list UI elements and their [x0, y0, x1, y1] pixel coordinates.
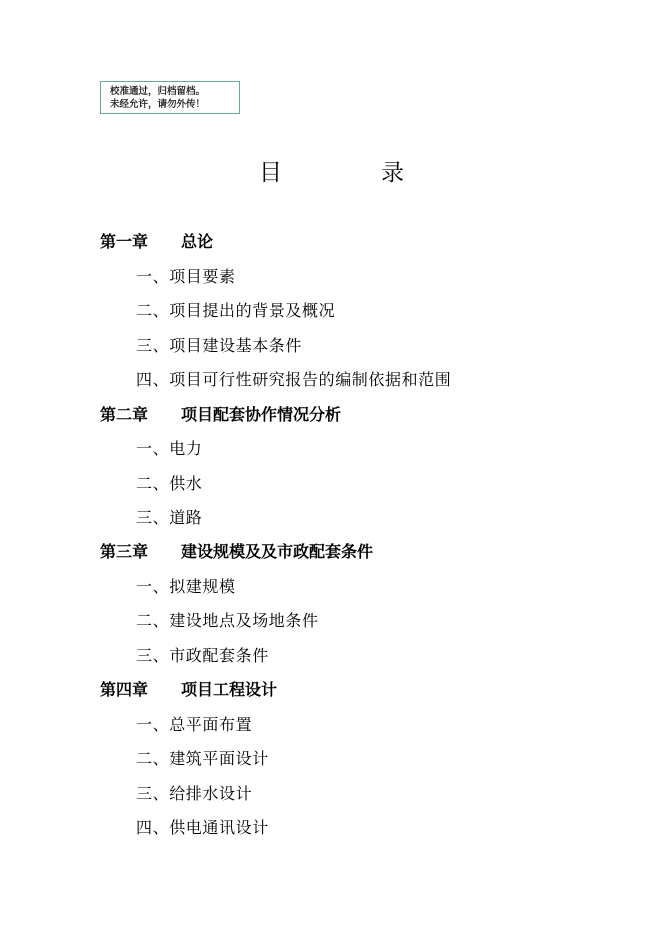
toc-item[interactable]: 三、道路	[136, 508, 203, 527]
chapter-title: 项目工程设计	[181, 680, 278, 699]
stamp-line-1: 校准通过，归档留档。	[110, 86, 206, 97]
chapter-number: 第三章	[100, 542, 149, 561]
chapter-title: 项目配套协作情况分析	[181, 405, 342, 424]
toc-item[interactable]: 四、项目可行性研究报告的编制依据和范围	[136, 370, 452, 389]
toc-item[interactable]: 一、拟建规模	[136, 577, 236, 596]
title-char-2: 录	[381, 160, 404, 186]
toc-item[interactable]: 三、市政配套条件	[136, 646, 269, 665]
toc-item[interactable]: 二、项目提出的背景及概况	[136, 301, 336, 320]
chapter-number: 第四章	[100, 680, 149, 699]
toc-item[interactable]: 三、给排水设计	[136, 784, 253, 803]
stamp-line-2: 未经允许，请勿外传！	[110, 99, 206, 110]
toc-item[interactable]: 三、项目建设基本条件	[136, 336, 303, 355]
toc-chapter-3[interactable]	[100, 541, 373, 563]
chapter-number: 第一章	[100, 232, 149, 251]
toc-item[interactable]: 一、电力	[136, 439, 203, 458]
toc-item[interactable]: 一、总平面布置	[136, 715, 253, 734]
toc-item[interactable]: 一、项目要素	[136, 267, 236, 286]
toc-item[interactable]: 二、建设地点及场地条件	[136, 611, 319, 630]
title-char-1: 目	[259, 160, 282, 186]
toc-chapter-1[interactable]	[100, 231, 213, 253]
toc-chapter-2[interactable]	[100, 404, 341, 426]
chapter-number: 第二章	[100, 405, 149, 424]
toc-item[interactable]: 二、供水	[136, 474, 203, 493]
chapter-title: 总论	[181, 232, 214, 251]
toc-item[interactable]: 二、建筑平面设计	[136, 749, 269, 768]
toc-item[interactable]: 四、供电通讯设计	[136, 818, 269, 837]
toc-chapter-4[interactable]	[100, 679, 277, 701]
chapter-title: 建设规模及及市政配套条件	[181, 542, 374, 561]
